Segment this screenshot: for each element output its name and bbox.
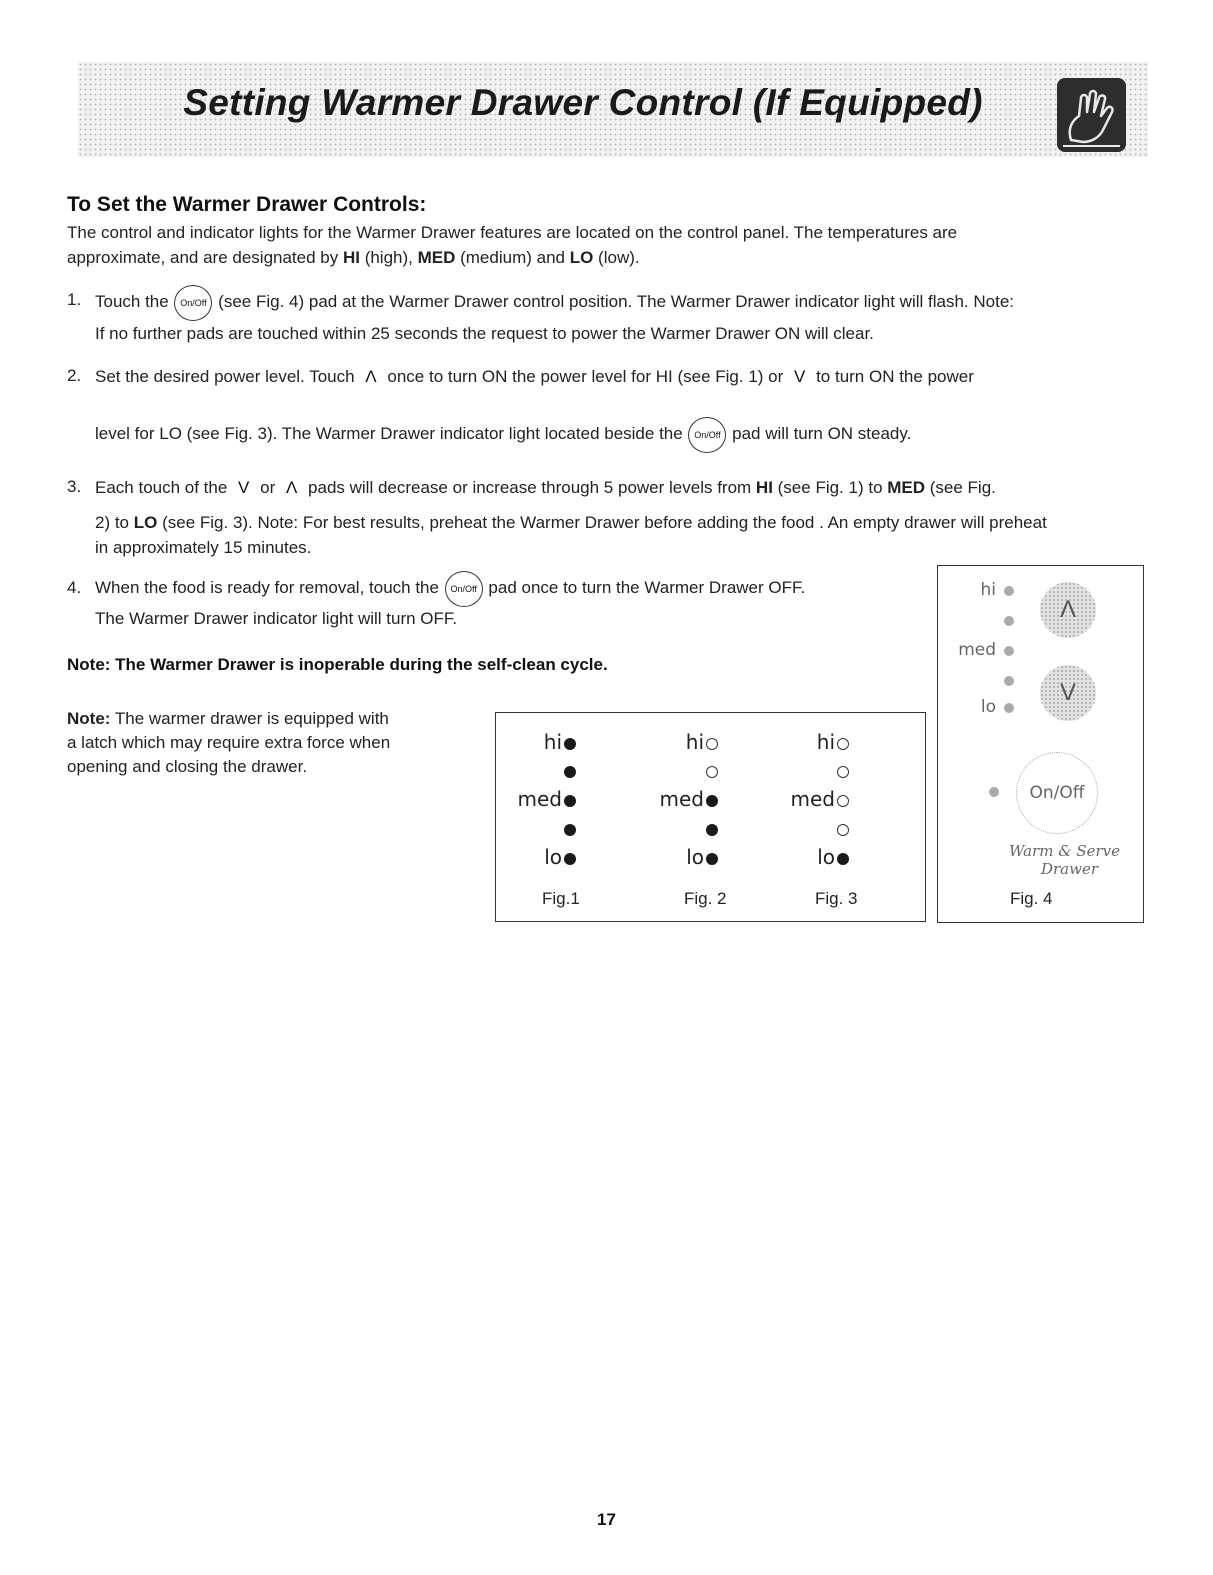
figure-2-caption: Fig. 2: [684, 889, 727, 908]
fig4-onoff-light: [989, 787, 999, 797]
figure-3-indicator-light: [837, 738, 849, 750]
on-off-pad-icon: On/Off: [174, 285, 212, 321]
self-clean-note: Note: The Warmer Drawer is inoperable during the self-clean cycle.: [67, 655, 608, 674]
figure-1-caption: Fig.1: [542, 889, 580, 908]
figure-2-indicator-light: [706, 766, 718, 778]
fig4-onoff-button: On/Off: [1016, 752, 1098, 834]
step-2: Set the desired power level. Touch Λ once to turn ON the power level for HI (see Fig. 1) or V to turn ON the power level for LO (see Fig. 3). The Warmer Drawer indicator light located beside the On/Off pad will turn ON steady.: [95, 364, 1155, 453]
fig4-lo-light: [1004, 703, 1014, 713]
step-number: 1.: [67, 290, 82, 309]
page-number: 17: [597, 1510, 616, 1529]
fig4-med-label: med: [958, 640, 996, 660]
figure-2-indicator-light: [706, 738, 718, 750]
fig4-up-button: Λ: [1040, 582, 1096, 638]
figure-1-hi-label: hi: [543, 730, 562, 754]
figure-1-indicator-light: [564, 853, 576, 865]
fig4-lo-label: lo: [980, 697, 996, 717]
figure-3-indicator-light: [837, 766, 849, 778]
fig4-med-light: [1004, 646, 1014, 656]
step-3: Each touch of the V or Λ pads will decrease or increase through 5 power levels from HI (see Fig. 1) to MED (see Fig. 2) to LO (see Fig. 3). Note: For best results, preheat the Warmer Drawer before adding the food . An empty drawer will preheat in approximately 15 minutes.: [95, 475, 1155, 560]
fig4-down-button: V: [1040, 665, 1096, 721]
figure-1-lo-label: lo: [544, 845, 562, 869]
fig4-hi-light: [1004, 586, 1014, 596]
fig4-light: [1004, 676, 1014, 686]
figure-3-indicator-light: [837, 795, 849, 807]
on-off-pad-icon: On/Off: [688, 417, 726, 453]
figure-2-indicator-light: [706, 795, 718, 807]
intro-text: [67, 220, 1157, 270]
figure-3-caption: Fig. 3: [815, 889, 858, 908]
step-number: 2.: [67, 366, 82, 385]
figure-2-indicator-light: [706, 853, 718, 865]
intro-line-2: approximate, and are designated by HI (high), MED (medium) and LO (low).: [67, 248, 640, 267]
figure-2-med-label: med: [659, 787, 704, 811]
figure-3-indicator-light: [837, 853, 849, 865]
figure-1-indicator-light: [564, 738, 576, 750]
figure-1-indicator-light: [564, 795, 576, 807]
down-arrow-icon: V: [238, 478, 250, 497]
fig4-hi-label: hi: [980, 580, 996, 600]
step-number: 4.: [67, 578, 82, 597]
hand-touch-icon: [1057, 78, 1126, 152]
up-arrow-icon: Λ: [365, 367, 377, 386]
page-title: Setting Warmer Drawer Control (If Equipped): [183, 82, 983, 123]
figure-1-med-label: med: [517, 787, 562, 811]
figure-2-indicator-light: [706, 824, 718, 836]
latch-note: Note: The warmer drawer is equipped with a latch which may require extra force when opening and closing the drawer.: [67, 709, 391, 776]
figure-2-hi-label: hi: [685, 730, 704, 754]
on-off-pad-icon: On/Off: [445, 571, 483, 607]
intro-line-1: The control and indicator lights for the Warmer Drawer features are located on the control panel. The temperatures are: [67, 223, 958, 242]
figure-1-indicator-light: [564, 766, 576, 778]
figure-1-indicator-light: [564, 824, 576, 836]
figure-2-lo-label: lo: [686, 845, 704, 869]
step-4: When the food is ready for removal, touch the On/Off pad once to turn the Warmer Drawer OFF. The Warmer Drawer indicator light will turn OFF.: [95, 570, 935, 631]
figure-3-hi-label: hi: [816, 730, 835, 754]
fig4-light: [1004, 616, 1014, 626]
step-1: Touch the On/Off (see Fig. 4) pad at the Warmer Drawer control position. The Warmer Drawer indicator light will flash. Note: If no further pads are touched within 25 seconds the request to power the Warmer Drawer ON will clear.: [95, 283, 1155, 346]
figure-3-indicator-light: [837, 824, 849, 836]
section-heading: To Set the Warmer Drawer Controls:: [67, 193, 427, 216]
fig4-caption: Fig. 4: [1010, 889, 1053, 908]
figure-3-lo-label: lo: [817, 845, 835, 869]
step-number: 3.: [67, 477, 82, 496]
header-banner: [78, 62, 1148, 157]
fig4-panel-name: Warm & Serve Drawer: [1008, 842, 1120, 878]
figure-3-med-label: med: [790, 787, 835, 811]
up-arrow-icon: Λ: [285, 478, 298, 497]
down-arrow-icon: V: [794, 367, 806, 386]
